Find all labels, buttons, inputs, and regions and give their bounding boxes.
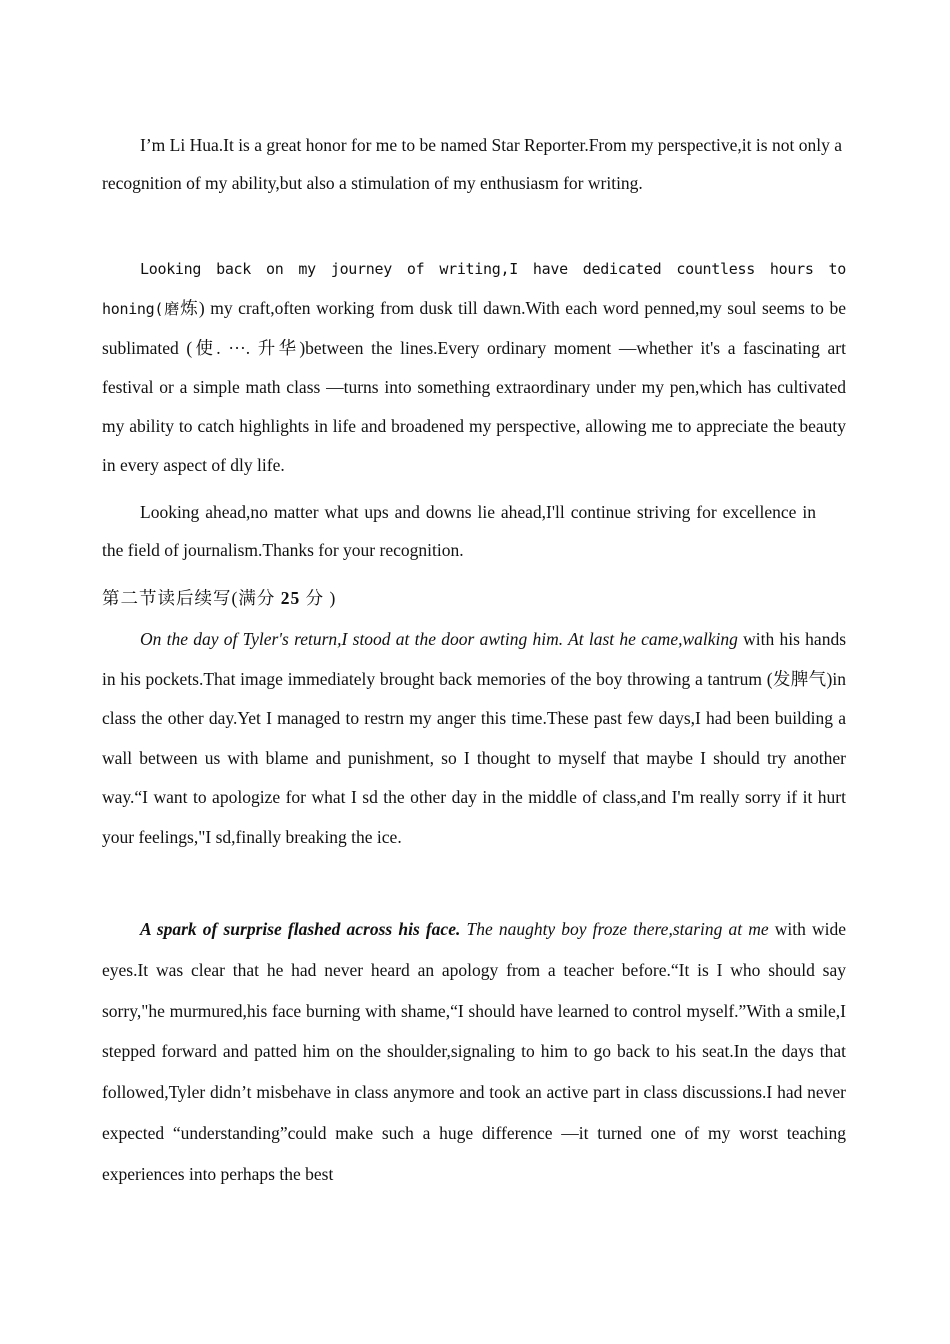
paragraph-journey-text: 炼) my craft,often working from dusk till dawn.With each word penned,my soul seems to be sublimated (使. ···. 升华)between the lines.Every ordinary moment —whether it's a fascinating art festival or a simple math class —turns into something extraordinary under my pen,which has cultivated my ability to catch highlights in life and broadened my perspective, allowing me to appreciate the beauty in every aspect of dly life. [102,298,846,475]
section-heading-score: 25 [280,588,301,608]
paragraph-journey [102,249,846,485]
paragraph-continuation-2 [102,909,846,1195]
paragraph-continuation-1 [102,620,846,857]
section-heading [102,585,336,610]
paragraph-intro [102,127,842,202]
section-heading-suffix: 分 ) [305,588,337,608]
paragraph-continuation-2-lead: A spark of surprise flashed across his face. [140,919,461,939]
paragraph-continuation-2-text: with wide eyes.It was clear that he had never heard an apology from a teacher before.“It is I who should say sorry,"he murmured,his face burning with shame,“I should have learned to control myself.”With a smile,I stepped forward and patted him on the shoulder,signaling to him to go back to his seat.In the days that followed,Tyler didn’t misbehave in class anymore and took an active part in class discussions.I had never expected “understanding”could make such a huge difference —it turned one of my worst teaching experiences into perhaps the best [102,919,846,1184]
paragraph-intro-text: I’m Li Hua.It is a great honor for me to be named Star Reporter.From my perspective,it is not only a recognition of my ability,but also a stimulation of my enthusiasm for writing. [102,135,842,193]
paragraph-outlook [102,494,816,569]
paragraph-journey-lead: Looking back on my journey of writing,I have dedicated countless hours to honing(磨 [102,260,846,318]
paragraph-continuation-1-text: with his hands in his pockets.That image immediately brought back memories of the boy throwing a tantrum (发脾气)in class the other day.Yet I managed to restrn my anger this time.These past few days,I had been building a wall between us with blame and punishment, so I thought to myself that maybe I should try another way.“I want to apologize for what I sd the other day in the middle of class,and I'm really sorry if it hurt your feelings,"I sd,finally breaking the ice. [102,629,847,847]
paragraph-continuation-2-italic: The naughty boy froze there,staring at me [460,919,769,939]
section-heading-prefix: 第二节读后续写(满分 [102,588,276,608]
paragraph-continuation-1-lead: On the day of Tyler's return,I stood at the door awting him. At last he came,walking [140,629,738,649]
paragraph-outlook-text: Looking ahead,no matter what ups and downs lie ahead,I'll continue striving for excellence in the field of journalism.Thanks for your recognition. [102,502,816,560]
